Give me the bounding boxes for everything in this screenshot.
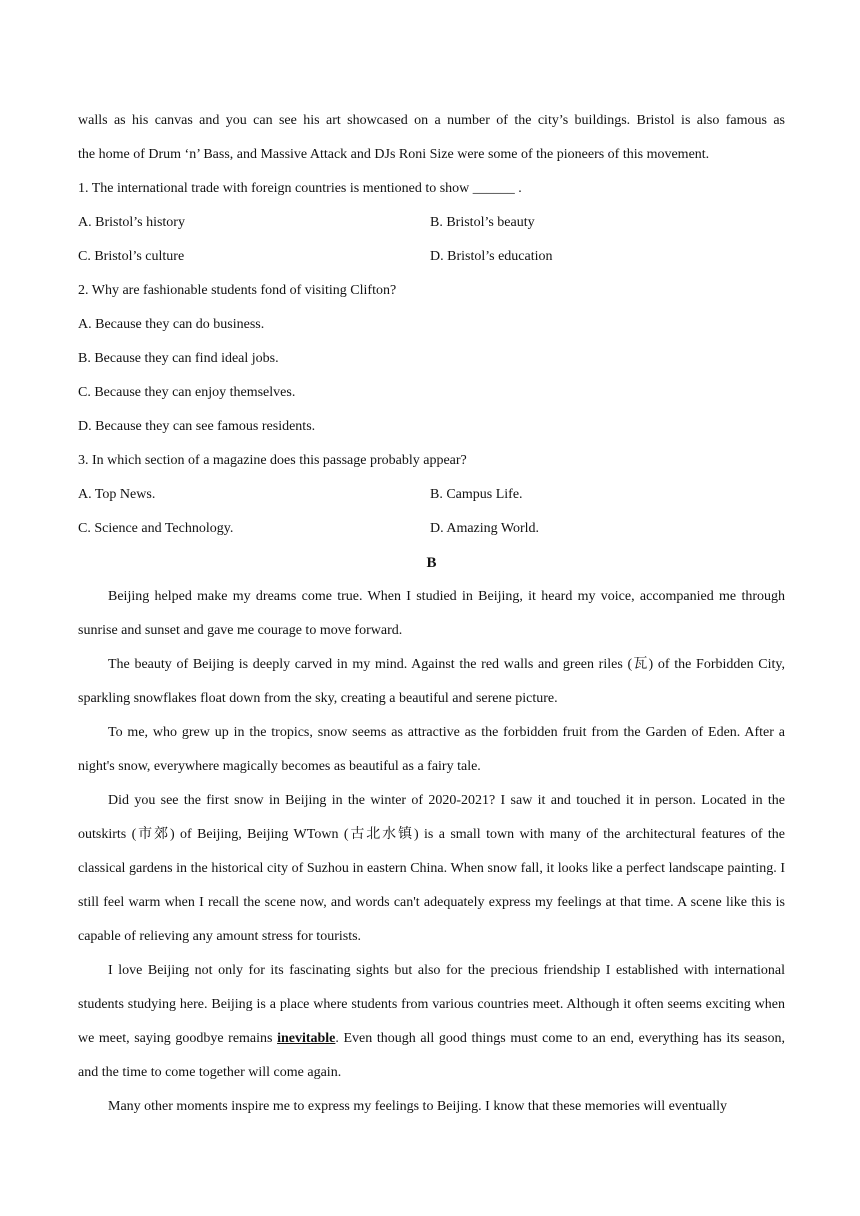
- question-3-options-row-2: [78, 512, 785, 546]
- section-b-paragraph-6: Many other moments inspire me to express my feelings to Beijing. I know that these memories will eventually: [108, 1099, 727, 1114]
- q1-option-b: B. Bristol’s beauty: [430, 215, 535, 230]
- q2-option-b: B. Because they can find ideal jobs.: [78, 351, 279, 366]
- section-b-paragraph-5: [78, 954, 785, 1090]
- document-page: [78, 104, 785, 1124]
- q3-option-c: C. Science and Technology.: [78, 521, 234, 536]
- intro-line-1: walls as his canvas and you can see his art showcased on a number of the city’s buildings. Bristol is also famous as: [78, 113, 785, 128]
- section-b-paragraph-1: Beijing helped make my dreams come true. When I studied in Beijing, it heard my voice, accompanied me through sunrise and sunset and gave me courage to move forward.: [78, 589, 785, 638]
- q2-option-c: C. Because they can enjoy themselves.: [78, 385, 296, 400]
- paragraph-5-text-after: . Even though all good things must come to an end, everything has its season, and the time to come together will come again.: [78, 1031, 785, 1080]
- question-3-stem: 3. In which section of a magazine does this passage probably appear?: [78, 453, 467, 468]
- section-b-heading: B: [426, 555, 437, 571]
- q1-option-a: A. Bristol’s history: [78, 215, 185, 230]
- q3-option-a: A. Top News.: [78, 487, 156, 502]
- question-3-options-row-1: [78, 478, 785, 512]
- section-b-paragraph-2: The beauty of Beijing is deeply carved in my mind. Against the red walls and green riles (瓦) of the Forbidden City, sparkling snowflakes float down from the sky, creating a beautiful and serene picture.: [78, 657, 785, 706]
- q1-option-d: D. Bristol’s education: [430, 249, 553, 264]
- keyword-inevitable: inevitable: [277, 1031, 336, 1046]
- q1-option-c: C. Bristol’s culture: [78, 249, 185, 264]
- intro-line-2: the home of Drum ‘n’ Bass, and Massive Attack and DJs Roni Size were some of the pioneers of this movement.: [78, 147, 710, 162]
- question-1-options-row-1: [78, 206, 785, 240]
- paragraph-5-text-before: I love Beijing not only for its fascinating sights but also for the precious friendship I established with international students studying here. Beijing is a place where students from various countries meet. Although it often seems exciting when we meet, saying goodbye remains: [78, 963, 785, 1046]
- question-1-options-row-2: [78, 240, 785, 274]
- question-2-stem: 2. Why are fashionable students fond of visiting Clifton?: [78, 283, 397, 298]
- q3-option-b: B. Campus Life.: [430, 487, 523, 502]
- section-b-paragraph-4: Did you see the first snow in Beijing in the winter of 2020-2021? I saw it and touched it in person. Located in the outskirts (市郊) of Beijing, Beijing WTown (古北水镇) is a small town with many of the architectural features of the classical gardens in the historical city of Suzhou in eastern China. When snow fall, it looks like a perfect landscape painting. I still feel warm when I recall the scene now, and words can't adequately express my feelings at that time. A scene like this is capable of relieving any amount stress for tourists.: [78, 793, 785, 944]
- section-b-paragraph-3: To me, who grew up in the tropics, snow seems as attractive as the forbidden fruit from the Garden of Eden. After a night's snow, everywhere magically becomes as beautiful as a fairy tale.: [78, 725, 785, 774]
- question-1-stem: 1. The international trade with foreign countries is mentioned to show ______ .: [78, 181, 522, 196]
- q2-option-a: A. Because they can do business.: [78, 317, 265, 332]
- q3-option-d: D. Amazing World.: [430, 521, 540, 536]
- q2-option-d: D. Because they can see famous residents.: [78, 419, 316, 434]
